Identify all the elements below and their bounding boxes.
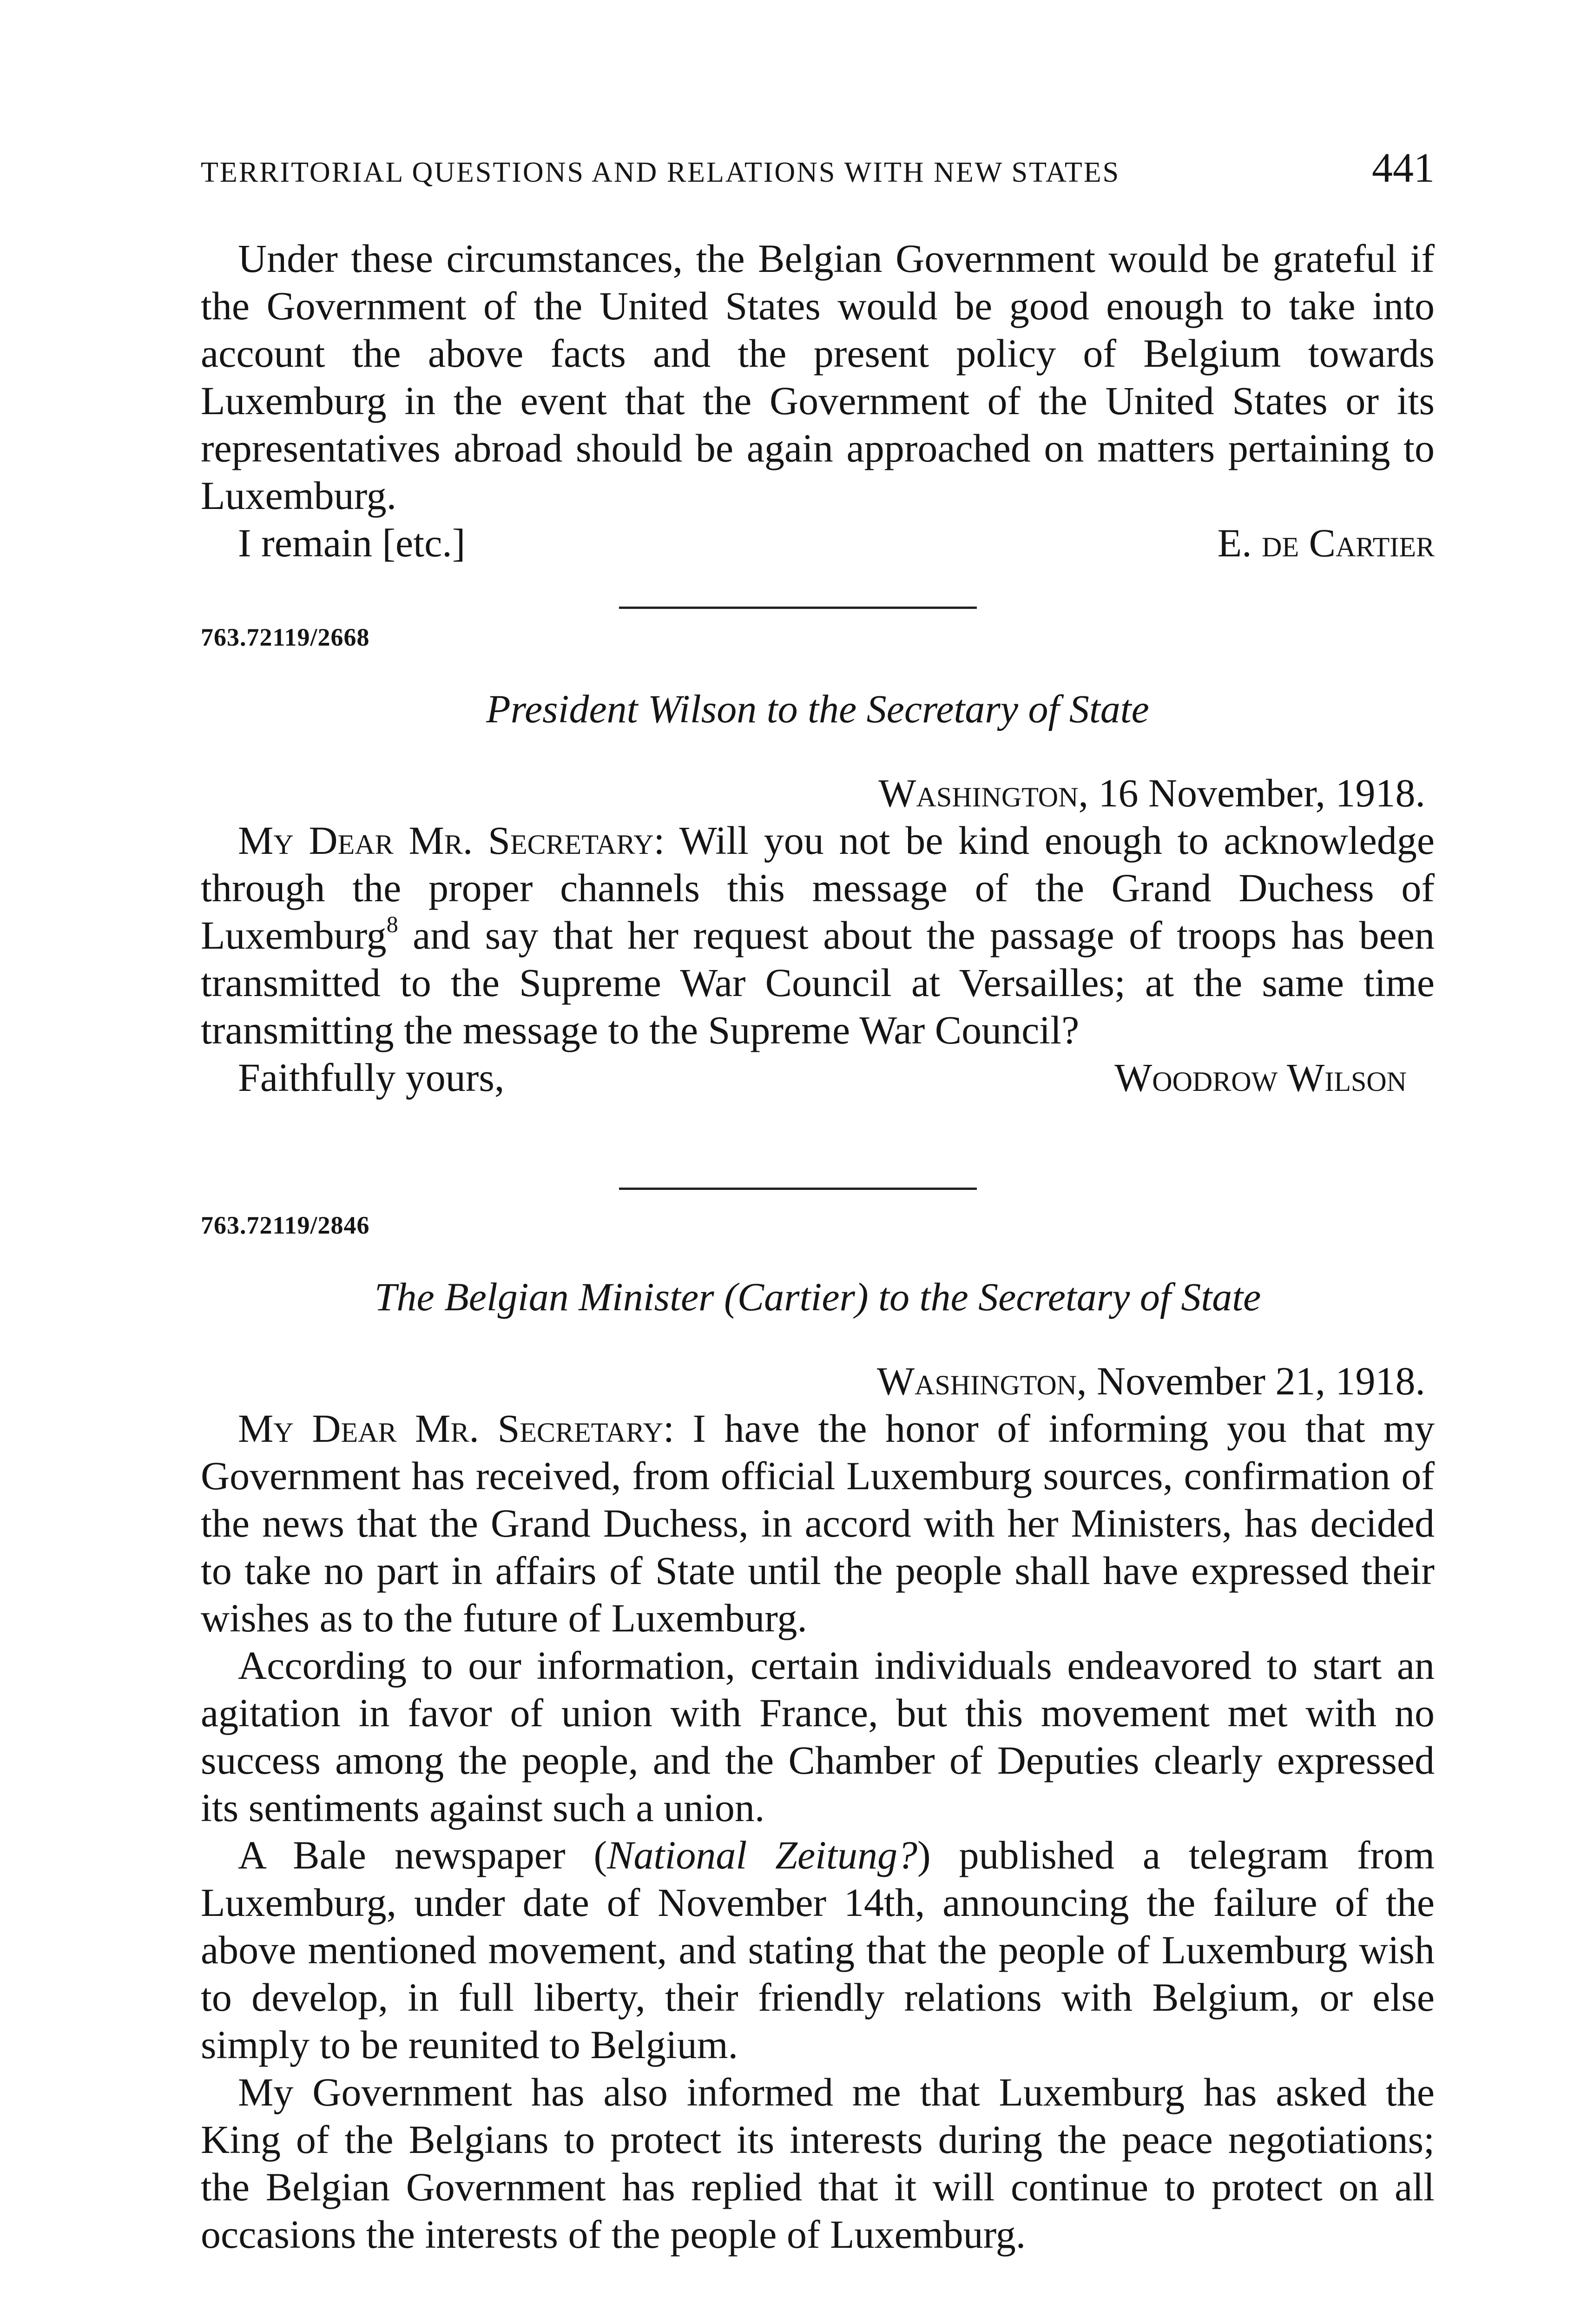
letter-paragraph bbox=[201, 817, 1435, 1054]
newspaper-title: National Zeitung? bbox=[607, 1833, 917, 1877]
paragraph-end: ) published a telegram from Luxemburg, under date of November 14th, announcing the failure of the above mentioned movement, and stating that the people of Luxemburg wish to develop, in full liberty, their friendly relations with Belgium, or else simply to be reunited to Belgium. bbox=[201, 1833, 1435, 2067]
letter-paragraph bbox=[201, 1831, 1435, 2068]
letter-paragraph: According to our information, certain individuals endeavored to start an agitation in favor of union with France, but this movement met with no success among the people, and the Chamber of Deputies clearly expressed its sentiments against such a union. bbox=[201, 1643, 1435, 1830]
signature-cartier: E. de Cartier bbox=[1217, 521, 1435, 565]
salutation: My Dear Mr. Secretary: bbox=[238, 818, 665, 863]
dateline-place: Washington bbox=[878, 771, 1079, 815]
footnote-reference: 8 bbox=[386, 911, 398, 937]
file-number: 763.72119/2846 bbox=[201, 1211, 370, 1239]
dateline-place: Washington bbox=[876, 1359, 1077, 1403]
letter-paragraph bbox=[201, 1405, 1435, 1642]
closing-row bbox=[201, 519, 1435, 567]
closing-phrase: Faithfully yours, bbox=[238, 1055, 505, 1100]
dateline bbox=[877, 1357, 1425, 1405]
closing-row bbox=[201, 1054, 1435, 1101]
file-number: 763.72119/2668 bbox=[201, 623, 370, 651]
letter-continuation bbox=[201, 235, 1435, 567]
running-head bbox=[201, 144, 1435, 209]
letter-body bbox=[201, 1405, 1435, 2258]
letter-text-part1: Will you not be kind enough to acknowledge through the proper channels this message of the Grand Duchess of Luxemburg bbox=[201, 818, 1435, 957]
letter-text: I have the honor of informing you that my Government has received, from official Luxemburg sources, confirmation of the news that the Grand Duchess, in accord with her Ministers, has decided to take no part in affairs of State until the people shall have expressed their wishes as to the future of Luxemburg. bbox=[201, 1406, 1435, 1640]
dateline-date: , 16 November, 1918. bbox=[1078, 771, 1425, 815]
section-divider bbox=[619, 607, 977, 609]
letter-body bbox=[201, 817, 1435, 1101]
running-head-title: TERRITORIAL QUESTIONS AND RELATIONS WITH NEW STATES bbox=[201, 157, 1120, 188]
salutation: My Dear Mr. Secretary: bbox=[238, 1406, 674, 1451]
dateline bbox=[878, 769, 1425, 817]
letter-paragraph: My Government has also informed me that Luxemburg has asked the King of the Belgians to protect its interests during the peace negotiations; the Belgian Government has replied that it will continue to protect on all occasions the interests of the people of Luxemburg. bbox=[201, 2070, 1435, 2257]
document-heading: President Wilson to the Secretary of State bbox=[486, 687, 1149, 731]
closing-paragraph: Under these circumstances, the Belgian Government would be grateful if the Government of the United States would be good enough to take into account the above facts and the present policy of Belgium towards Luxemburg in the event that the Government of the United States or its representatives abroad should be again approached on matters pertaining to Luxemburg. bbox=[201, 236, 1435, 518]
paragraph-start: A Bale newspaper ( bbox=[238, 1833, 607, 1877]
signature-wilson: Woodrow Wilson bbox=[1114, 1055, 1407, 1100]
section-divider bbox=[619, 1188, 977, 1190]
letter-text-part2: and say that her request about the passage of troops has been transmitted to the Supreme War Council at Versailles; at the same time transmitting the message to the Supreme War Council? bbox=[201, 913, 1435, 1052]
page-number: 441 bbox=[1372, 145, 1435, 191]
document-heading: The Belgian Minister (Cartier) to the Secretary of State bbox=[374, 1274, 1261, 1319]
closing-phrase: I remain [etc.] bbox=[238, 521, 466, 565]
dateline-date: , November 21, 1918. bbox=[1077, 1359, 1425, 1403]
